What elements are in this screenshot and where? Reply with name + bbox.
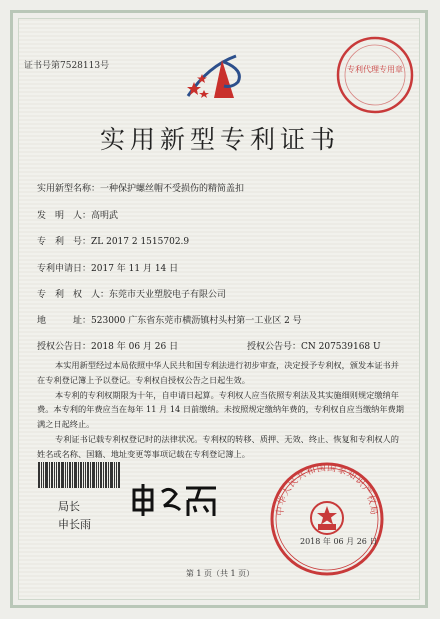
patent-office-logo-icon (178, 48, 256, 108)
page-footer: 第 1 页（共 1 页） (185, 569, 255, 578)
field-address-row (37, 313, 302, 326)
top-right-seal-icon (334, 34, 416, 116)
field-value: ZL 2017 2 1515702.9 (91, 237, 190, 247)
field-label: 发 明 人： (37, 211, 92, 221)
field-label: 实用新型名称： (37, 184, 101, 194)
announce-number: 授权公告号：CN 207539168 U (247, 342, 381, 352)
field-label: 专 利 号： (37, 237, 92, 247)
field-patentee-row (37, 287, 226, 300)
field-value: 一种保护螺丝帽不受损伤的精简盖扣 (100, 184, 245, 194)
certificate-title: 实用新型专利证书 (99, 125, 340, 154)
announce-date: 授权公告日：2018 年 06 月 26 日 (37, 342, 179, 352)
field-label: 专利申请日： (37, 264, 92, 274)
field-patent-no-row (37, 234, 189, 247)
official-seal-icon (268, 460, 386, 578)
announce-row (37, 339, 405, 352)
body-paragraph: 专利证书记载专利权登记时的法律状况。专利权的转移、质押、无效、终止、恢复和专利权人的姓名或名称、国籍、地址变更等事项记载在专利登记簿上。 (37, 433, 399, 459)
field-value: 高明武 (91, 211, 119, 221)
field-label: 专 利 权 人： (37, 290, 110, 300)
director-name: 申长雨 (58, 518, 91, 531)
certificate-body (37, 358, 405, 462)
field-value: 2017 年 11 月 14 日 (91, 264, 179, 274)
barcode-icon (38, 462, 122, 488)
seal-date: 2018 年 06 月 26 日 (300, 537, 378, 546)
seal-text: 中华人民共和国国家知识产权局 (275, 463, 379, 517)
field-label: 地 址： (37, 316, 92, 326)
director-title: 局长 (58, 500, 80, 513)
field-value: 523000 广东省东莞市横沥镇村头村第一工业区 2 号 (91, 316, 302, 326)
field-name-row (37, 181, 244, 194)
body-paragraph: 本专利的专利权期限为十年，自申请日起算。专利权人应当依照专利法及其实施细则规定缴纳年费。本专利的年费应当在每年 11 月 14 日前缴纳。未按照规定缴纳年费的，专利权自应当缴纳年费期满之日起终止。 (37, 389, 404, 430)
body-paragraph: 本实用新型经过本局依照中华人民共和国专利法进行初步审查，决定授予专利权，颁发本证书并在专利登记簿上予以登记。专利权自授权公告之日起生效。 (37, 360, 399, 385)
field-value: 东莞市天业塑胶电子有限公司 (109, 290, 227, 300)
top-seal-text: 专利代理专用章 (347, 65, 403, 74)
certificate-number: 证书号第7528113号 (24, 61, 110, 71)
director-signature-icon (130, 480, 220, 518)
field-inventor-row (37, 208, 118, 221)
field-filing-date-row (37, 261, 178, 274)
